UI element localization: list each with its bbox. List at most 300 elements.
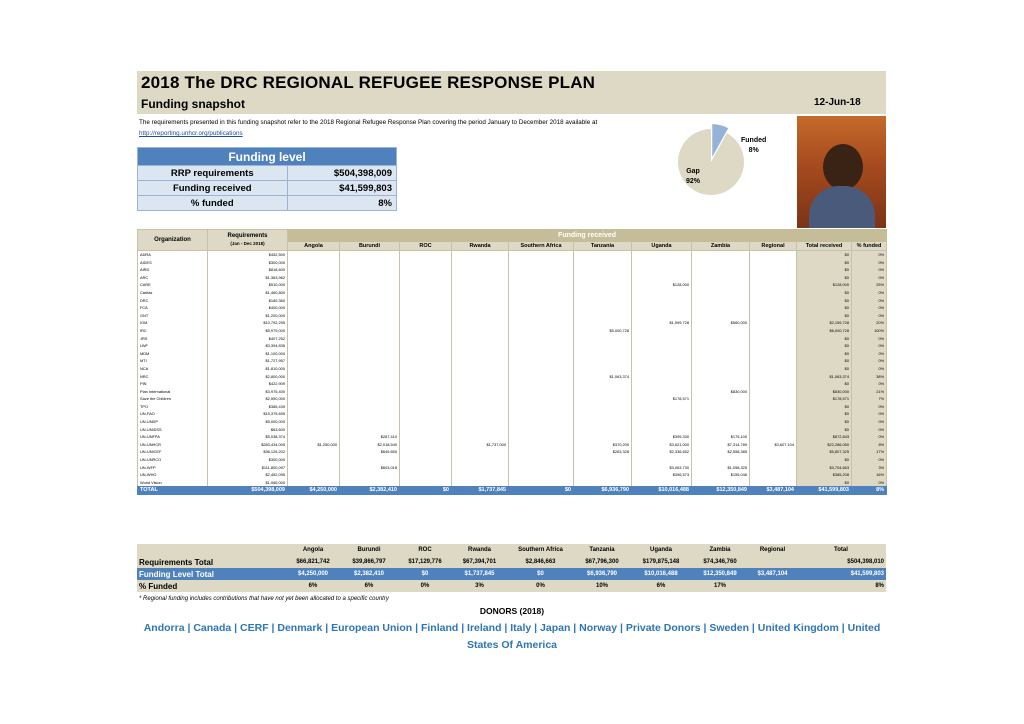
value-cell [452, 274, 509, 282]
value-cell: $0 [797, 365, 852, 373]
req-header [208, 230, 288, 251]
org-name-cell: FCA [138, 304, 208, 312]
value-cell [509, 266, 574, 274]
org-name-cell: CARE [138, 281, 208, 289]
total-cell: $1,737,845 [452, 486, 509, 495]
value-cell [340, 327, 400, 335]
value-cell: $830,000 [692, 388, 750, 396]
value-cell [400, 426, 452, 434]
value-cell: $3,975,400 [208, 388, 288, 396]
total-cell: 8% [852, 486, 887, 495]
value-cell [288, 456, 340, 464]
value-cell: $818,600 [208, 266, 288, 274]
value-cell [452, 342, 509, 350]
value-cell [288, 251, 340, 259]
table-row [138, 357, 887, 365]
column-header: Total received [797, 242, 852, 251]
value-cell: 38% [852, 373, 887, 381]
value-cell [400, 410, 452, 418]
value-cell [574, 342, 632, 350]
value-cell: $1,727,957 [208, 357, 288, 365]
value-cell [452, 471, 509, 479]
value-cell: $2,336,652 [632, 448, 692, 456]
value-cell [400, 441, 452, 449]
org-name-cell: World Vision [138, 479, 208, 487]
value-cell: $2,159,728 [797, 319, 852, 327]
value-cell: $1,063,374 [797, 373, 852, 381]
org-header: Organization [138, 230, 208, 251]
value-cell [288, 297, 340, 305]
value-cell [574, 479, 632, 487]
value-cell: $0 [797, 380, 852, 388]
value-cell [452, 433, 509, 441]
value-cell [400, 471, 452, 479]
value-cell [509, 304, 574, 312]
value-cell [400, 319, 452, 327]
table-row [138, 297, 887, 305]
table-row [138, 304, 887, 312]
value-cell [340, 335, 400, 343]
value-cell [288, 274, 340, 282]
summary-value: $67,394,701 [451, 556, 508, 568]
value-cell [509, 365, 574, 373]
value-cell [632, 327, 692, 335]
table-row [138, 403, 887, 411]
value-cell: $1,058,325 [692, 464, 750, 472]
column-header: Rwanda [452, 242, 509, 251]
value-cell [574, 350, 632, 358]
value-cell [632, 289, 692, 297]
value-cell: $385,439 [208, 403, 288, 411]
value-cell [750, 304, 797, 312]
value-cell [632, 357, 692, 365]
value-cell: $0 [797, 274, 852, 282]
fl-value: $41,599,803 [287, 181, 396, 196]
value-cell [692, 357, 750, 365]
value-cell [340, 373, 400, 381]
value-cell [750, 350, 797, 358]
value-cell [692, 479, 750, 487]
value-cell [340, 395, 400, 403]
value-cell: $1,063,374 [574, 373, 632, 381]
summary-value: $12,350,849 [691, 568, 749, 580]
req-header-sub: (Jan - Dec 2018) [230, 241, 265, 246]
value-cell [692, 456, 750, 464]
org-name-cell: GNT [138, 312, 208, 320]
value-cell: 0% [852, 289, 887, 297]
value-cell: $15,375,695 [208, 410, 288, 418]
table-row [138, 418, 887, 426]
org-name-cell: AIRD [138, 266, 208, 274]
value-cell [340, 304, 400, 312]
value-cell [632, 342, 692, 350]
publications-link[interactable]: http://reporting.unhcr.org/publications [139, 130, 243, 137]
value-cell [400, 380, 452, 388]
value-cell [400, 418, 452, 426]
value-cell [400, 342, 452, 350]
value-cell [574, 357, 632, 365]
value-cell [632, 403, 692, 411]
value-cell: $385,208 [797, 471, 852, 479]
value-cell [452, 365, 509, 373]
value-cell [574, 281, 632, 289]
value-cell: $128,000 [632, 281, 692, 289]
value-cell [574, 335, 632, 343]
gap-pct: 92% [686, 178, 701, 185]
value-cell [509, 456, 574, 464]
summary-value: 8% [796, 580, 886, 592]
value-cell [400, 373, 452, 381]
value-cell [340, 403, 400, 411]
value-cell [574, 433, 632, 441]
intro-body: The requirements presented in this funding snapshot refer to the 2018 Regional Refugee Response Plan covering the period January to December 2018 available at [139, 119, 598, 126]
value-cell: 21% [852, 388, 887, 396]
value-cell [750, 448, 797, 456]
value-cell [574, 365, 632, 373]
fl-value: 8% [287, 196, 396, 211]
value-cell [574, 388, 632, 396]
value-cell: 16% [852, 471, 887, 479]
value-cell [692, 426, 750, 434]
value-cell: 0% [852, 274, 887, 282]
value-cell [288, 266, 340, 274]
value-cell: $1,250,000 [288, 441, 340, 449]
value-cell [692, 403, 750, 411]
value-cell: $6,000,728 [797, 327, 852, 335]
value-cell: $0 [797, 350, 852, 358]
value-cell [452, 395, 509, 403]
value-cell: $560,000 [692, 319, 750, 327]
value-cell [574, 319, 632, 327]
summary-value [749, 556, 796, 568]
value-cell [509, 373, 574, 381]
value-cell: 0% [852, 342, 887, 350]
org-name-cell: IOM [138, 319, 208, 327]
value-cell: $1,100,000 [208, 350, 288, 358]
org-name-cell: Plan International [138, 388, 208, 396]
summary-row [137, 556, 886, 568]
summary-value: 17% [691, 580, 749, 592]
value-cell [288, 395, 340, 403]
value-cell [509, 410, 574, 418]
value-cell [509, 357, 574, 365]
value-cell: $0 [797, 251, 852, 259]
value-cell: 20% [852, 319, 887, 327]
value-cell [574, 456, 632, 464]
org-name-cell: ADRA [138, 251, 208, 259]
value-cell: $649,650 [340, 448, 400, 456]
value-cell: 0% [852, 357, 887, 365]
value-cell [400, 479, 452, 487]
summary-column-header: Angola [287, 544, 339, 556]
summary-value: 6% [287, 580, 339, 592]
summary-value: $179,875,148 [631, 556, 691, 568]
value-cell: 17% [852, 448, 887, 456]
table-row [138, 342, 887, 350]
child-body [809, 186, 875, 228]
summary-value: $6,936,790 [573, 568, 631, 580]
report-date: 12-Jun-18 [814, 97, 861, 108]
value-cell [692, 266, 750, 274]
value-cell [400, 448, 452, 456]
org-name-cell: DRC [138, 297, 208, 305]
value-cell: $155,046 [692, 471, 750, 479]
value-cell [288, 342, 340, 350]
value-cell [400, 365, 452, 373]
org-name-cell: ARC [138, 274, 208, 282]
value-cell: $5,000,728 [574, 327, 632, 335]
value-cell [692, 312, 750, 320]
value-cell [288, 350, 340, 358]
value-cell: $7,314,789 [692, 441, 750, 449]
value-cell: $0 [797, 426, 852, 434]
value-cell: $603,018 [340, 464, 400, 472]
org-name-cell: UN-WHO [138, 471, 208, 479]
summary-value: $66,821,742 [287, 556, 339, 568]
value-cell [509, 335, 574, 343]
value-cell [509, 327, 574, 335]
value-cell: $0 [797, 403, 852, 411]
summary-column-header: Burundi [339, 544, 399, 556]
child-face [823, 144, 863, 190]
table-row [138, 319, 887, 327]
total-cell: $3,487,104 [750, 486, 797, 495]
value-cell [509, 342, 574, 350]
value-cell [452, 251, 509, 259]
value-cell [288, 373, 340, 381]
summary-column-header: Rwanda [451, 544, 508, 556]
column-header: ROC [400, 242, 452, 251]
value-cell [750, 274, 797, 282]
value-cell [452, 410, 509, 418]
summary-value: 6% [339, 580, 399, 592]
value-cell [288, 380, 340, 388]
org-name-cell: JRS [138, 335, 208, 343]
value-cell [750, 289, 797, 297]
fl-label: Funding received [138, 181, 288, 196]
value-cell [340, 297, 400, 305]
value-cell [750, 479, 797, 487]
value-cell: $3,704,663 [797, 464, 852, 472]
value-cell: 0% [852, 403, 887, 411]
value-cell: $1,599,728 [632, 319, 692, 327]
value-cell [340, 266, 400, 274]
value-cell [750, 471, 797, 479]
funding-level-heading: Funding level [138, 148, 397, 166]
value-cell [400, 266, 452, 274]
value-cell: $2,018,540 [340, 441, 400, 449]
summary-value: $10,016,488 [631, 568, 691, 580]
value-cell: $178,571 [632, 395, 692, 403]
value-cell: $3,394,835 [208, 342, 288, 350]
summary-column-header: Uganda [631, 544, 691, 556]
value-cell: 0% [852, 456, 887, 464]
value-cell [400, 350, 452, 358]
funding-received-header: Funding received [288, 230, 887, 242]
summary-value [749, 580, 796, 592]
org-name-cell: UN-UNICEF [138, 448, 208, 456]
summary-value: $2,382,410 [339, 568, 399, 580]
table-row [138, 471, 887, 479]
summary-value: $2,846,663 [508, 556, 573, 568]
column-header: Southern Africa [509, 242, 574, 251]
table-row [138, 350, 887, 358]
value-cell: $0 [797, 312, 852, 320]
table-row [138, 365, 887, 373]
value-cell: $0 [797, 259, 852, 267]
value-cell: $2,590,000 [208, 395, 288, 403]
value-cell [288, 289, 340, 297]
value-cell: $370,200 [574, 441, 632, 449]
total-cell: $4,250,000 [288, 486, 340, 495]
funded-label: Funded [741, 137, 767, 144]
value-cell [452, 357, 509, 365]
value-cell [509, 471, 574, 479]
value-cell [509, 448, 574, 456]
value-cell: $0 [797, 342, 852, 350]
value-cell [509, 297, 574, 305]
value-cell: $452,500 [208, 251, 288, 259]
table-row [138, 448, 887, 456]
value-cell: $300,000 [208, 456, 288, 464]
value-cell [750, 418, 797, 426]
org-name-cell: UN-UNRCO [138, 456, 208, 464]
value-cell [509, 426, 574, 434]
fl-label: RRP requirements [138, 166, 288, 181]
value-cell [509, 388, 574, 396]
value-cell [400, 388, 452, 396]
value-cell: 0% [852, 426, 887, 434]
value-cell [574, 410, 632, 418]
value-cell [632, 274, 692, 282]
summary-value: $41,599,803 [796, 568, 886, 580]
summary-value: $4,250,000 [287, 568, 339, 580]
table-row [138, 327, 887, 335]
value-cell: $5,807,325 [797, 448, 852, 456]
value-cell [750, 403, 797, 411]
table-row [138, 426, 887, 434]
value-cell [574, 380, 632, 388]
total-cell: $0 [509, 486, 574, 495]
org-name-cell: Caritas [138, 289, 208, 297]
summary-column-header: Regional [749, 544, 796, 556]
value-cell [452, 448, 509, 456]
value-cell [400, 395, 452, 403]
value-cell [452, 418, 509, 426]
value-cell [632, 251, 692, 259]
value-cell: $1,065,000 [208, 479, 288, 487]
value-cell: $263,328 [574, 448, 632, 456]
value-cell [692, 350, 750, 358]
value-cell [750, 357, 797, 365]
value-cell: $1,460,800 [208, 289, 288, 297]
value-cell [632, 456, 692, 464]
value-cell [400, 259, 452, 267]
value-cell [632, 335, 692, 343]
value-cell: $407,252 [208, 335, 288, 343]
summary-value: $39,866,797 [339, 556, 399, 568]
value-cell: $400,000 [208, 304, 288, 312]
value-cell [750, 433, 797, 441]
value-cell [452, 426, 509, 434]
value-cell: $399,330 [632, 433, 692, 441]
value-cell [632, 266, 692, 274]
value-cell [452, 281, 509, 289]
value-cell [340, 388, 400, 396]
value-cell [452, 335, 509, 343]
value-cell [452, 297, 509, 305]
value-cell [452, 350, 509, 358]
summary-value: 0% [508, 580, 573, 592]
summary-row [137, 580, 886, 592]
org-name-cell: UN-UNIDSS [138, 426, 208, 434]
value-cell [288, 327, 340, 335]
value-cell [340, 456, 400, 464]
table-row [138, 464, 887, 472]
value-cell [692, 380, 750, 388]
footnote: * Regional funding includes contributions that have not yet been allocated to a specific country [139, 596, 389, 602]
value-cell: $1,200,000 [208, 312, 288, 320]
value-cell [750, 319, 797, 327]
summary-value: $504,398,010 [796, 556, 886, 568]
value-cell [509, 251, 574, 259]
column-header: Tanzania [574, 242, 632, 251]
value-cell [452, 380, 509, 388]
value-cell [509, 418, 574, 426]
value-cell [288, 464, 340, 472]
donors-list: Andorra | Canada | CERF | Denmark | European Union | Finland | Ireland | Italy | Japan | Norway | Private Donors | Sweden | United Kingdom | United States Of America [143, 622, 881, 651]
value-cell [340, 479, 400, 487]
value-cell [509, 274, 574, 282]
summary-value: $67,796,300 [573, 556, 631, 568]
column-header: % funded [852, 242, 887, 251]
value-cell [340, 312, 400, 320]
value-cell [692, 342, 750, 350]
page-subtitle: Funding snapshot [141, 97, 245, 111]
value-cell [692, 289, 750, 297]
value-cell [692, 274, 750, 282]
org-name-cell: TPO [138, 403, 208, 411]
value-cell [692, 251, 750, 259]
value-cell [574, 312, 632, 320]
value-cell [340, 350, 400, 358]
column-header: Uganda [632, 242, 692, 251]
value-cell: 0% [852, 297, 887, 305]
value-cell [574, 289, 632, 297]
pie-funded-label [741, 136, 766, 156]
value-cell [400, 357, 452, 365]
value-cell: 0% [852, 312, 887, 320]
value-cell [692, 418, 750, 426]
value-cell [340, 471, 400, 479]
summary-value: $74,346,760 [691, 556, 749, 568]
value-cell [750, 327, 797, 335]
org-name-cell: NRC [138, 373, 208, 381]
value-cell: $178,571 [797, 395, 852, 403]
value-cell [400, 289, 452, 297]
summary-value: 6% [631, 580, 691, 592]
value-cell: $1,810,000 [208, 365, 288, 373]
value-cell [750, 281, 797, 289]
table-row [138, 335, 887, 343]
value-cell: $3,607,104 [750, 441, 797, 449]
value-cell: $0 [797, 479, 852, 487]
value-cell [750, 395, 797, 403]
value-cell: 8% [852, 441, 887, 449]
intro-text [139, 117, 609, 139]
value-cell: $111,800,097 [208, 464, 288, 472]
value-cell [692, 304, 750, 312]
